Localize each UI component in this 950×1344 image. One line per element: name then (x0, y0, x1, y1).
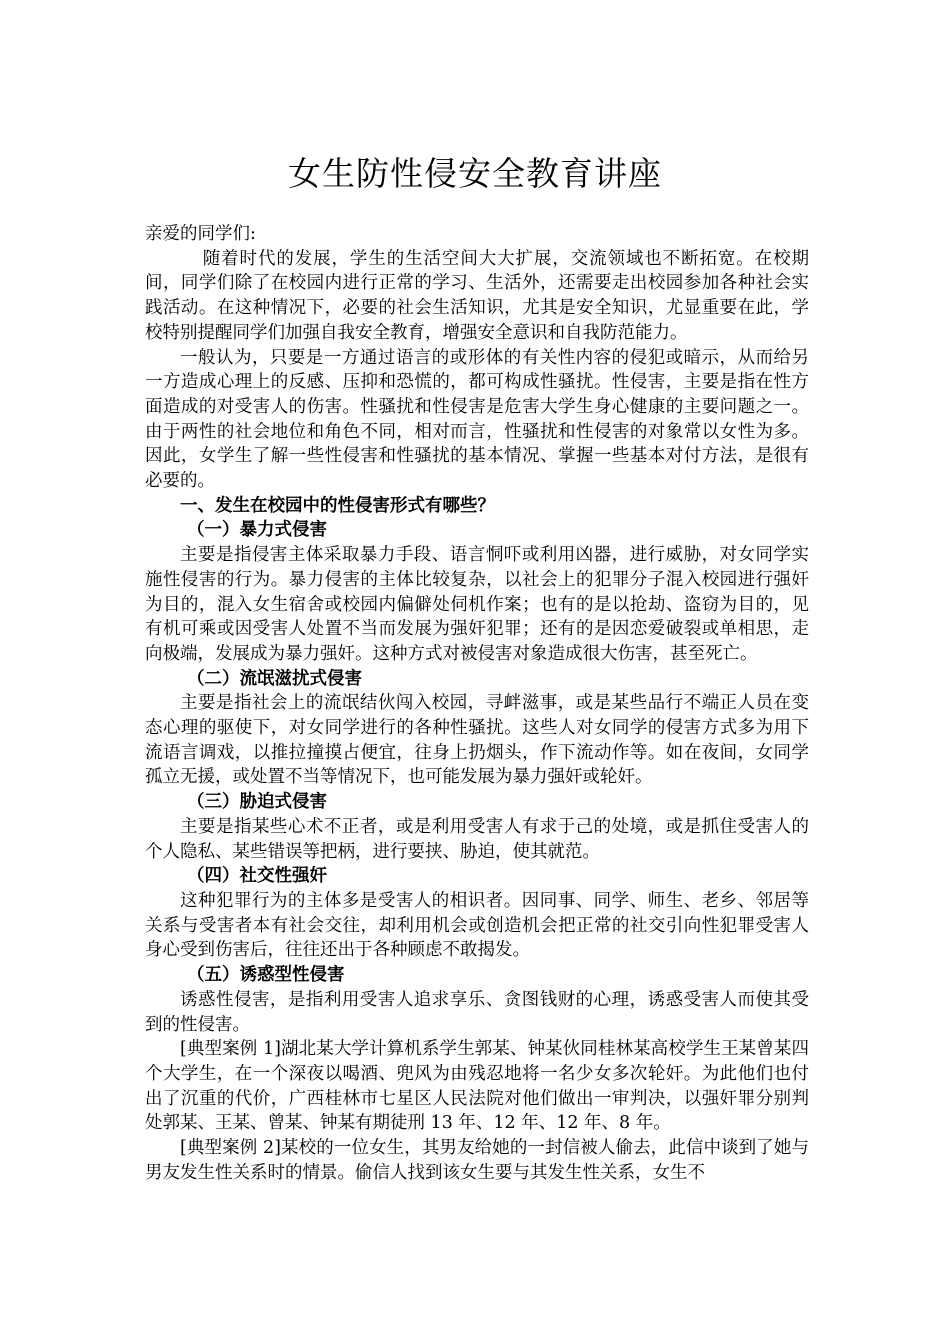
subsection-paragraph: 诱惑性侵害，是指利用受害人追求享乐、贪图钱财的心理，诱惑受害人而使其受到的性侵害。 (145, 989, 809, 1035)
section-heading: 一、发生在校园中的性侵害形式有哪些？ (180, 495, 495, 516)
subsection-paragraph: 主要是指侵害主体采取暴力手段、语言恫吓或利用凶器，进行威胁，对女同学实施性侵害的行为。暴力侵害的主体比较复杂，以社会上的犯罪分子混入校园进行强奸为目的，混入女生宿舍或校园内偏僻处伺机作案；也有的是以抢劫、盗窃为目的，见有机可乘或因受害人处置不当而发展为强奸犯罪；还有的是因恋爱破裂或单相思，走向极端，发展成为暴力强奸。这种方式对被侵害对象造成很大伤害，甚至死亡。 (145, 545, 809, 664)
intro-paragraph: 一般认为，只要是一方通过语言的或形体的有关性内容的侵犯或暗示，从而给另一方造成心理上的反感、压抑和恐慌的，都可构成性骚扰。性侵害，主要是指在性方面造成的对受害人的伤害。性骚扰和性侵害是危害大学生身心健康的主要问题之一。由于两性的社会地位和角色不同，相对而言，性骚扰和性侵害的对象常以女性为多。因此，女学生了解一些性侵害和性骚扰的基本情况、掌握一些基本对付方法，是很有必要的。 (145, 347, 809, 492)
subsection-heading: （一）暴力式侵害 (187, 520, 327, 541)
case-paragraph: [典型案例 2]某校的一位女生，其男友给她的一封信被人偷去，此信中谈到了她与男友发生性关系时的情景。偷信人找到该女生要与其发生性关系，女生不 (145, 1138, 809, 1183)
salutation: 亲爱的同学们: (145, 224, 256, 244)
subsection-heading: （四）社交性强奸 (187, 866, 327, 887)
case-paragraph: [典型案例 1]湖北某大学计算机系学生郭某、钟某伙同桂林某高校学生王某曾某四个大学生，在一个深夜以喝酒、兜风为由残忍地将一名少女多次轮奸。为此他们也付出了沉重的代价，广西桂林市七星区人民法院对他们做出一审判决，以强奸罪分别判处郭某、王某、曾某、钟某有期徒刑 13 年、12 年、12 年、8 年。 (145, 1039, 809, 1134)
subsection-paragraph: 主要是指社会上的流氓结伙闯入校园，寻衅滋事，或是某些品行不端正人员在变态心理的驱使下，对女同学进行的各种性骚扰。这些人对女同学的侵害方式多为用下流语言调戏，以推拉撞摸占便宜，往身上扔烟头，作下流动作等。如在夜间，女同学孤立无援，或处置不当等情况下，也可能发展为暴力强奸或轮奸。 (145, 693, 809, 788)
subsection-heading: （二）流氓滋扰式侵害 (187, 668, 362, 689)
intro-paragraph: 随着时代的发展，学生的生活空间大大扩展，交流领域也不断拓宽。在校期间，同学们除了在校园内进行正常的学习、生活外，还需要走出校园参加各种社会实践活动。在这种情况下，必要的社会生活知识，尤其是安全知识，尤显重要在此，学校特别提醒同学们加强自我安全教育，增强安全意识和自我防范能力。 (145, 248, 809, 343)
subsection-paragraph: 这种犯罪行为的主体多是受害人的相识者。因同事、同学、师生、老乡、邻居等关系与受害者本有社会交往，却利用机会或创造机会把正常的社交引向性犯罪受害人身心受到伤害后，往往还出于各种顾虑不敢揭发。 (145, 890, 809, 961)
subsection-heading: （三）胁迫式侵害 (187, 792, 327, 813)
document-title: 女生防性侵安全教育讲座 (288, 154, 662, 193)
subsection-heading: （五）诱惑型性侵害 (187, 965, 345, 986)
document-body (145, 222, 809, 1185)
subsection-paragraph: 主要是指某些心术不正者，或是利用受害人有求于己的处境，或是抓住受害人的个人隐私、某些错误等把柄，进行要挟、胁迫，使其就范。 (145, 816, 809, 862)
